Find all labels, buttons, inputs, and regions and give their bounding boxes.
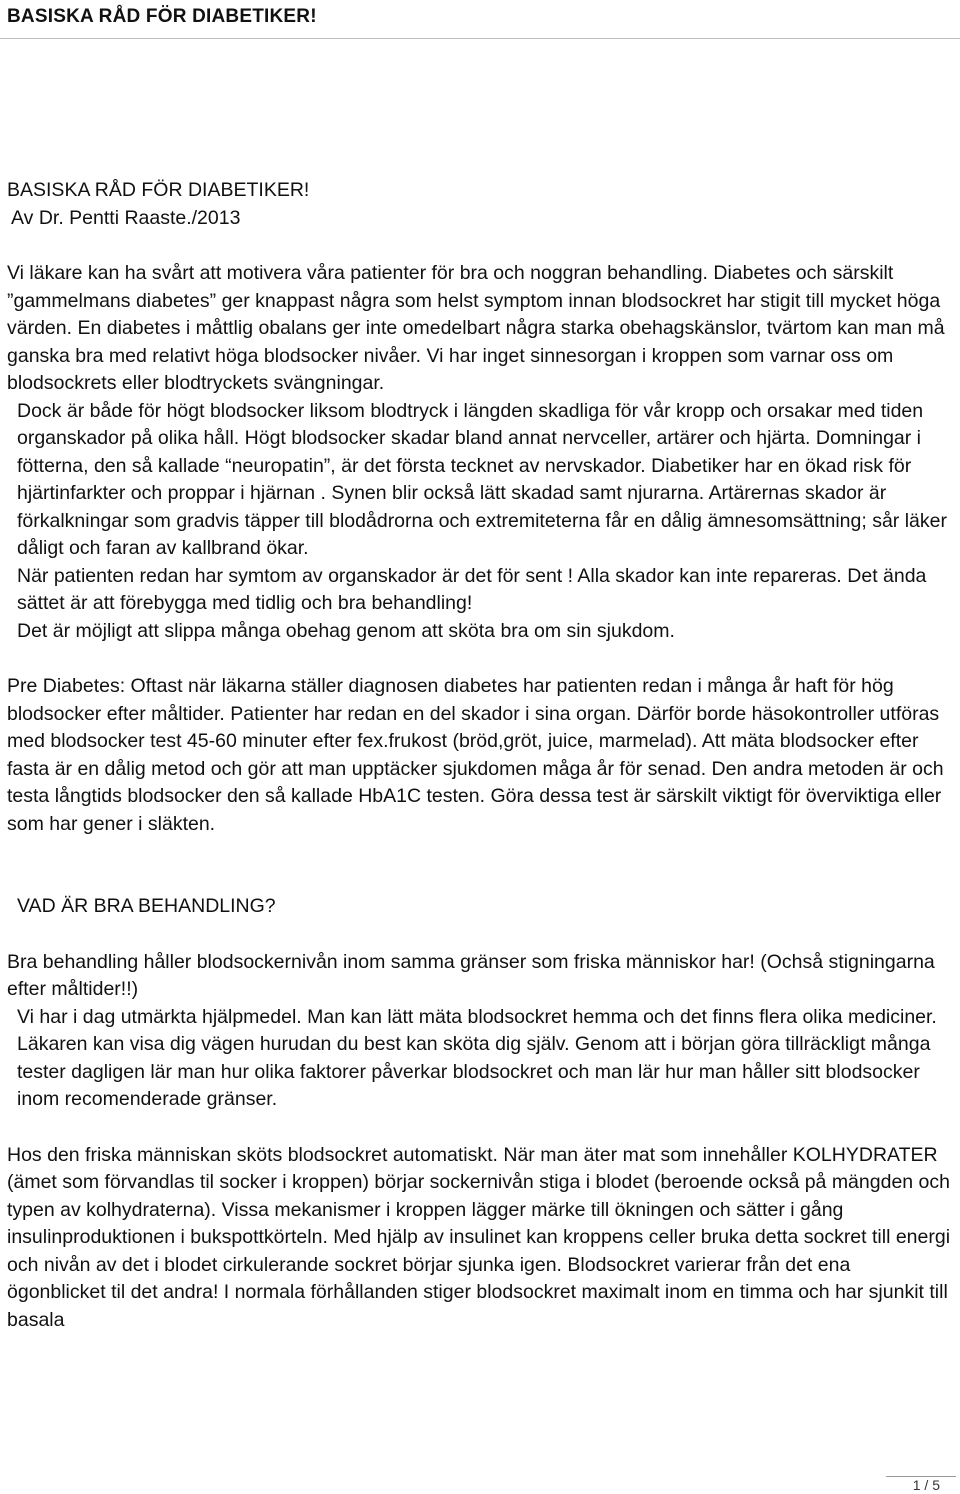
section-heading: VAD ÄR BRA BEHANDLING? <box>17 895 276 917</box>
pre-diabetes-paragraph: Pre Diabetes: Oftast när läkarna ställer diagnosen diabetes har patienten redan i många år haft för hög blodsocker efter måltider. Patienter har redan en del skador i sina organ. Därför borde häsokontroller utföras med blodsocker test 45-60 minuter efter fex.frukost (bröd,gröt, juice, marmelad). Att mäta blodsocker efter fasta är en dålig metod och gör att man upptäcker sjukdomen måga år för senad. Den andra metoden är och testa långtids blodsocker den så kallade HbA1C testen. Göra dessa test är särskilt viktigt för överviktiga eller som har gener i släkten. <box>7 675 944 835</box>
treatment-paragraph-2: Vi har i dag utmärkta hjälpmedel. Man kan lätt mäta blodsockret hemma och det finns flera olika mediciner. Läkaren kan visa dig vägen hurudan du best kan sköta dig själv. Genom att i början göra tillräckligt många tester dagligen lär man hur olika faktorer påverkar blodsockret och man lär hur man håller sitt blodsocker inom recomenderade gränser. <box>17 1005 937 1110</box>
page-number: 1 / 5 <box>912 1477 940 1493</box>
document-title: BASISKA RÅD FÖR DIABETIKER! <box>7 179 310 201</box>
spacer <box>7 1114 952 1142</box>
healthy-person-paragraph: Hos den friska människan sköts blodsockret automatiskt. När man äter mat som innehåller KOLHYDRATER (ämet som förvandlas til socker i kroppen) börjar sockernivån stiga i blodet (beroende också på mängden och typen av kolhydraterna). Vissa mekanismer i kroppen lägger märke till ökningen och sätter i gång insulinproduktionen i bukspottkörteln. Med hjälp av insulinet kan kroppens celler bruka detta sockret till energi och nivån av det i blodet cirkulerande sockret börjar sjunka igen. Blodsockret varierar från det ena ögonblicket til det andra! I normala förhållanden stiger blodsockret maximalt inom en timma och har sjunkit till basala <box>7 1143 951 1331</box>
treatment-paragraph: Bra behandling håller blodsockernivån inom samma gränser som friska människor har! (Ochså stigningarna efter måltider!!) <box>7 950 935 1000</box>
author-line: Av Dr. Pentti Raaste./2013 <box>11 206 241 229</box>
header-divider <box>0 38 960 39</box>
spacer <box>7 838 952 893</box>
intro-paragraph-2: Dock är både för högt blodsocker liksom blodtryck i längden skadliga för vår kropp och orsakar med tiden organskador på olika håll. Högt blodsocker skadar bland annat nervceller, artärer och hjärta. Domningar i fötterna, den så kallade “neuropatin”, är det första tecknet av nervskador. Diabetiker har en ökad risk för hjärtinfarkter och proppar i hjärnan . Synen blir också lätt skadad samt njurarna. Artärernas skador är förkalkningar som gradvis täpper till blodådrorna och extremiteterna får en dålig ämnesomsättning; sår läker dåligt och faran av kallbrand ökar. <box>17 399 947 559</box>
intro-paragraph-4: Det är möjligt att slippa många obehag genom att sköta bra om sin sjukdom. <box>17 619 675 642</box>
intro-paragraph-3: När patienten redan har symtom av organskador är det för sent ! Alla skador kan inte repareras. Det ända sättet är att förebygga med tidlig och bra behandling! <box>17 564 927 614</box>
spacer <box>7 232 952 260</box>
intro-paragraph: Vi läkare kan ha svårt att motivera våra patienter för bra och noggran behandling. Diabetes och särskilt ”gammelmans diabetes” ger knappast några som helst symptom innan blodsockret har stigit till mycket höga värden. En diabetes i måttlig obalans ger inte omedelbart några starka obehagskänslor, tvärtom kan man må ganska bra med relativt höga blodsocker nivåer. Vi har inget sinnesorgan i kroppen som varnar oss om blodsockrets eller blodtryckets svängningar. <box>7 262 945 394</box>
spacer <box>7 921 952 949</box>
document-body <box>7 177 952 1334</box>
spacer <box>7 645 952 673</box>
page-header-title: BASISKA RÅD FÖR DIABETIKER! <box>7 6 317 27</box>
